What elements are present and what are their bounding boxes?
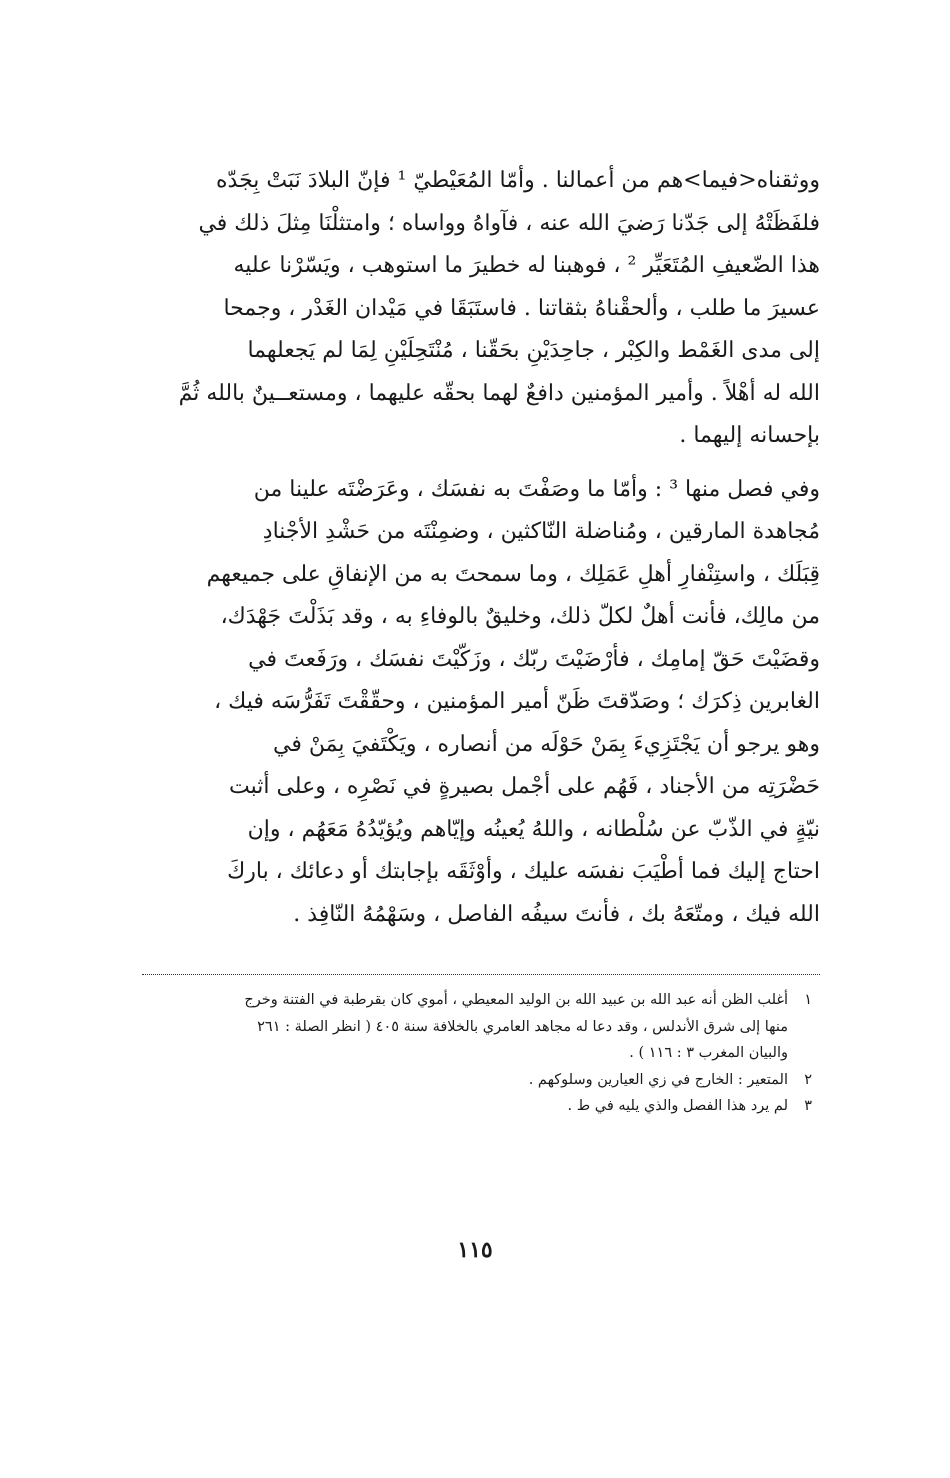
text-line: وفي فصل منها ³ : وأمّا ما وصَفْتَ به نفسَك ، وعَرَضْتَه علينا من (253, 476, 820, 502)
footnote-divider (142, 974, 820, 975)
footnote-2 (140, 1067, 812, 1094)
text-line: الله فيك ، ومتّعَهُ بك ، فأنتَ سيفُه الفاصل ، وسَهْمُهُ النّافِذ . (293, 901, 820, 927)
text-line: عسيرَ ما طلب ، وألحقْناهُ بثقاتنا . فاستَبَقَا في مَيْدان الغَدْر ، وجمحا (223, 295, 820, 321)
text-line: وقضَيْتَ حَقّ إمامِك ، فأرْضَيْتَ ربّك ، وزَكّيْتَ نفسَك ، ورَفَعتَ في (248, 646, 820, 672)
text-line: وهو يرجو أن يَجْتَزِيءَ بِمَنْ حَوْلَه من أنصاره ، ويَكْتَفيَ بِمَنْ في (273, 731, 820, 757)
footnote-number: ٢ (804, 1071, 812, 1088)
footnote-text: منها إلى شرق الأندلس ، وقد دعا له مجاهد العامري بالخلافة سنة ٤٠٥ ( انظر الصلة : ٢٦١ (257, 1018, 788, 1035)
footnote-text: المتعير : الخارج في زي العيارين وسلوكهم . (528, 1071, 788, 1088)
footnotes (140, 987, 820, 1120)
footnote-1 (140, 987, 812, 1014)
text-line: ووثقناه<فيما>هم من أعمالنا . وأمّا المُعَيْطيّ ¹ فإنّ البلادَ نَبَتْ بِجَدّه (216, 168, 820, 193)
text-line: بإحسانه إليهما . (679, 423, 820, 448)
paragraph-1 (140, 160, 820, 458)
page-number: ١١٥ (457, 1237, 493, 1263)
text-line: الغابرين ذِكرَك ؛ وصَدّقتَ ظَنّ أمير المؤمنين ، وحقّقْتَ تَفَرُّسَه فيك ، (214, 689, 820, 714)
text-line: الله له أهْلاً . وأمير المؤمنين دافعٌ لهما بحقّه عليهما ، ومستعــينٌ بالله ثُمَّ (178, 380, 820, 406)
text-line: من مالِك، فأنت أهلٌ لكلّ ذلك، وخليقٌ بالوفاءِ به ، وقد بَذَلْتَ جَهْدَك، (220, 604, 820, 629)
text-line: قِبَلَك ، واستِنْفارِ أهلِ عَمَلِك ، وما سمحتَ به من الإنفاقِ على جميعهم (206, 561, 820, 587)
text-line: نيّةٍ في الذّبّ عن سُلْطانه ، واللهُ يُعينُه وإيّاهم ويُؤيّدُهُ مَعَهُم ، وإن (247, 816, 820, 842)
footnote-number: ١ (804, 992, 812, 1008)
footnote-text: لم يرد هذا الفصل والذي يليه في ط . (567, 1098, 788, 1114)
text-line: احتاج إليك فما أطْيَبَ نفسَه عليك ، وأوْثَقَه بإجابتك أو دعائك ، باركَ (227, 859, 820, 884)
text-line: فلفَظَتْهُ إلى جَدّنا رَضيَ الله عنه ، فآواهُ وواساه ؛ وامتثلْنَا مِثلَ ذلك في (198, 210, 820, 236)
paragraph-2 (140, 469, 820, 937)
page-content (140, 160, 820, 1120)
footnote-text: والبيان المغرب ٣ : ١١٦ ) . (629, 1045, 788, 1061)
footnote-text: أغلب الظن أنه عبد الله بن عبيد الله بن الوليد المعيطي ، أموي كان بقرطبة في الفتنة وخرج (244, 992, 788, 1008)
footnote-1-continued (140, 1014, 812, 1041)
text-line: حَضْرَتِه من الأجناد ، فَهُم على أجْمل بصيرةٍ في نَصْرِه ، وعلى أثبت (229, 774, 820, 799)
text-line: مُجاهدة المارقين ، ومُناضلة النّاكثين ، وضمِنْتَه من حَشْدِ الأجْنادِ (262, 519, 820, 544)
footnote-3 (140, 1093, 812, 1120)
footnote-1-continued (140, 1040, 812, 1067)
text-line: إلى مدى الغَمْط والكِبْر ، جاحِدَيْنِ بحَقّنا ، مُنْتَحِلَيْنِ لِمَا لم يَجعلهما (247, 338, 820, 363)
text-line: هذا الضّعيفِ المُتَعَيِّر ² ، فوهبنا له خطيرَ ما استوهب ، ويَسّرْنا عليه (233, 253, 820, 278)
footnote-number: ٣ (804, 1098, 812, 1114)
